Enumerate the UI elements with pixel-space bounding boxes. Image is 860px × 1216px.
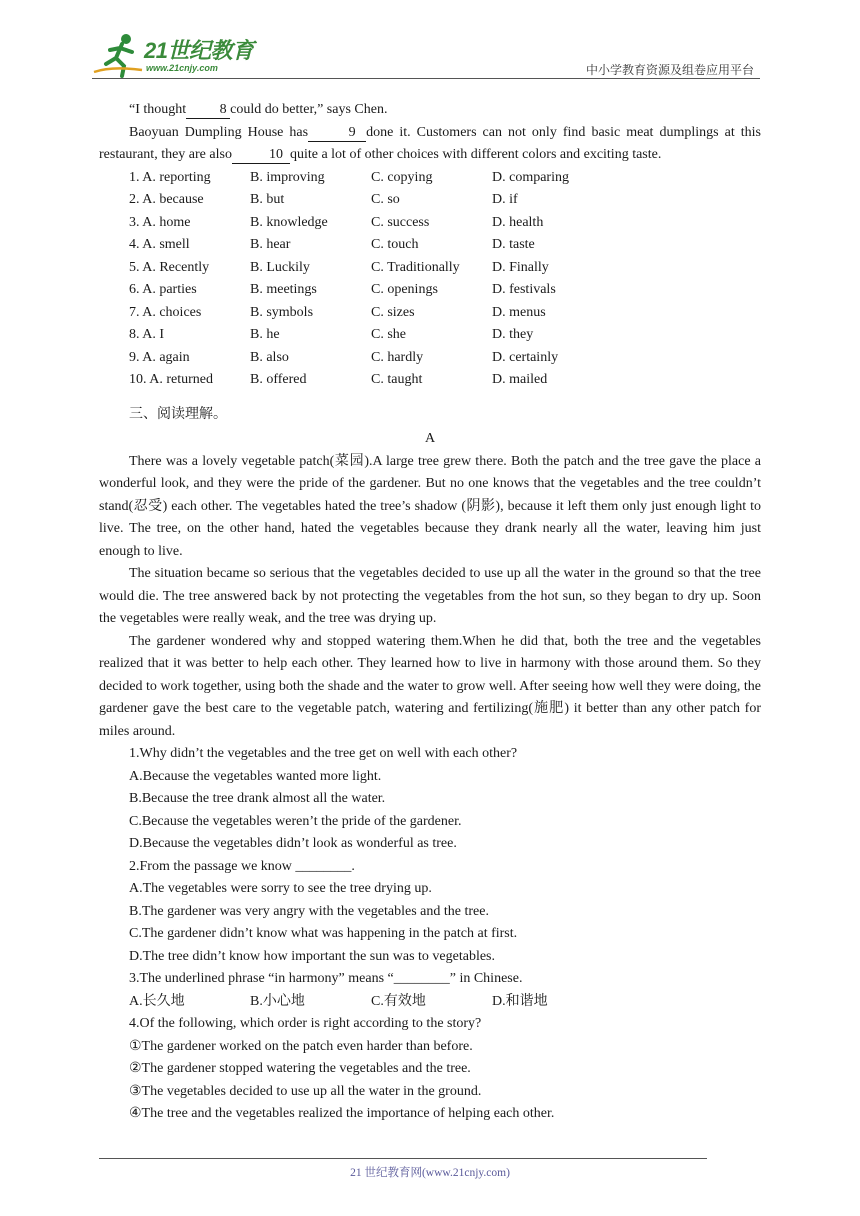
passage-paragraph-3: The gardener wondered why and stopped watering them.When he did that, both the tree and the vegetables realized that it was better to help each other. They learned how to live in harmony with those around them. So they decided to work together, using both the shade and the water to grow well. After seeing how well they were doing, the gardener gave the best care to the vegetable patch, watering and fertilizing(施肥) it better than any other patch for miles around.: [99, 633, 761, 739]
footer-text: 21 世纪教育网(www.21cnjy.com): [350, 1167, 510, 1179]
logo-text: 21世纪教育: [144, 38, 254, 63]
runner-logo-icon: [92, 30, 152, 78]
page-header: [92, 30, 760, 78]
question-2-option-b: B.The gardener was very angry with the vegetables and the tree.: [129, 903, 489, 919]
question-2-option-c: C.The gardener didn’t know what was happening in the patch at first.: [129, 926, 518, 941]
header-divider: [92, 78, 760, 79]
option-row: 1. A. reporting B. improving C. copying D. comparing: [129, 169, 569, 185]
footer-divider: [99, 1158, 707, 1159]
question-4-statement-1: ①The gardener worked on the patch even harder than before.: [129, 1038, 473, 1054]
cloze-line-2: Baoyuan Dumpling House has 9 done it. Customers can not only find basic meat dumplings at this restaurant, they are also 10 quite a lot of other choices with different colors and exciting taste.: [99, 124, 761, 162]
question-2-option-d: D.The tree didn’t know how important the sun was to vegetables.: [129, 948, 495, 964]
passage-label: A: [424, 431, 436, 446]
question-3-option-d: D.和谐地: [492, 993, 548, 1009]
section-title: 三、阅读理解。: [129, 406, 227, 422]
question-1-stem: 1.Why didn’t the vegetables and the tree get on well with each other?: [129, 746, 518, 761]
question-3-option-a: A.长久地: [129, 993, 185, 1009]
header-platform-text: 中小学教育资源及组卷应用平台: [585, 63, 754, 77]
question-3-option-c: C.有效地: [371, 993, 426, 1009]
option-row: 4. A. smell B. hear C. touch D. taste: [129, 237, 535, 252]
passage-paragraph-2: The situation became so serious that the vegetables decided to use up all the water in the ground so that the tree would die. The tree answered back by not protecting the vegetables from the hot sun, so they began to dry up. Soon the vegetables were really weak, and the tree was drying up.: [99, 566, 761, 626]
question-2-stem: 2.From the passage we know ________.: [129, 858, 355, 874]
option-row: 10. A. returned B. offered C. taught D. mailed: [129, 372, 548, 387]
option-row: 2. A. because B. but C. so D. if: [129, 192, 518, 207]
question-3-options: [99, 991, 761, 1014]
question-3-option-b: B.小心地: [250, 993, 305, 1009]
question-4-stem: 4.Of the following, which order is right according to the story?: [129, 1016, 482, 1031]
blank-8: 8: [186, 101, 230, 119]
options-table: [99, 167, 761, 392]
option-row: 7. A. choices B. symbols C. sizes D. menus: [129, 304, 546, 320]
question-1-option-d: D.Because the vegetables didn’t look as wonderful as tree.: [129, 836, 457, 851]
logo-url: www.21cnjy.com: [146, 63, 218, 73]
question-1-option-c: C.Because the vegetables weren’t the pride of the gardener.: [129, 813, 462, 829]
question-3-stem: 3.The underlined phrase “in harmony” means “________” in Chinese.: [129, 971, 523, 986]
question-2-option-a: A.The vegetables were sorry to see the tree drying up.: [129, 881, 432, 896]
question-1-option-a: A.Because the vegetables wanted more light.: [129, 768, 382, 784]
question-4-statement-3: ③The vegetables decided to use up all the water in the ground.: [129, 1083, 482, 1099]
site-logo: [92, 30, 262, 78]
passage-paragraph-1: There was a lovely vegetable patch(菜园).A large tree grew there. Both the patch and the tree gave the place a wonderful look, and they were the pride of the gardener. But no one knows that the vegetables and the tree couldn’t stand(忍受) each other. The vegetables hated the tree’s shadow (阴影), because it left them only just enough light to live. The tree, on the other hand, hated the vegetables because they drank nearly all the water, leaving him just enough to live.: [99, 453, 761, 559]
option-row: 9. A. again B. also C. hardly D. certainly: [129, 349, 559, 365]
question-4-statement-4: ④The tree and the vegetables realized the importance of helping each other.: [129, 1106, 555, 1121]
option-row: 6. A. parties B. meetings C. openings D. festivals: [129, 282, 556, 297]
question-4-statement-2: ②The gardener stopped watering the vegetables and the tree.: [129, 1061, 471, 1076]
question-1-option-b: B.Because the tree drank almost all the water.: [129, 791, 386, 806]
document-body: [99, 99, 761, 1126]
option-row: 3. A. home B. knowledge C. success D. health: [129, 214, 544, 230]
option-row: 5. A. Recently B. Luckily C. Traditionally D. Finally: [129, 259, 549, 275]
option-row: 8. A. I B. he C. she D. they: [129, 327, 534, 342]
blank-10: 10: [232, 146, 290, 164]
cloze-line-1: “I thought 8 could do better,” says Chen.: [129, 102, 388, 117]
blank-9: 9: [308, 124, 366, 142]
